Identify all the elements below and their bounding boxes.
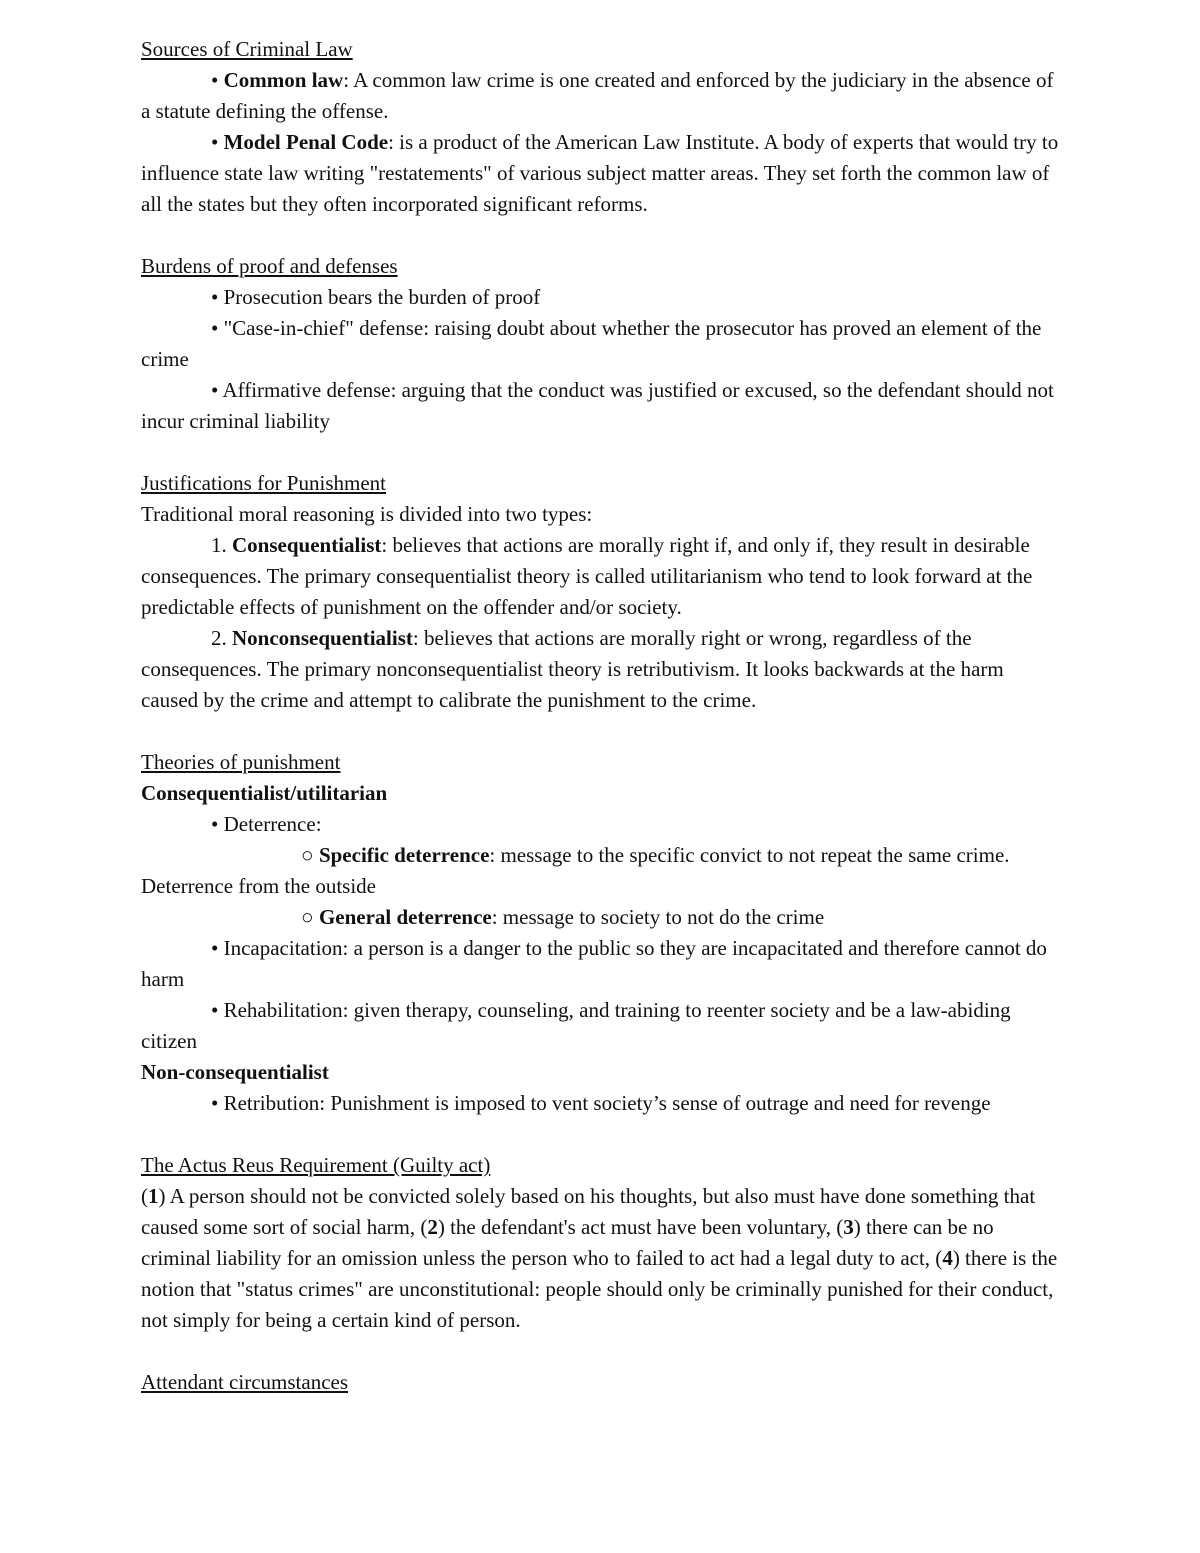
section-heading-theories: Theories of punishment bbox=[141, 750, 341, 774]
section-heading-attendant: Attendant circumstances bbox=[141, 1370, 349, 1394]
term-specific-deterrence: Specific deterrence bbox=[318, 843, 490, 867]
section-heading-burdens: Burdens of proof and defenses bbox=[141, 254, 398, 278]
requirement-number: 2 bbox=[427, 1215, 438, 1239]
term-nonconsequentialist: Nonconsequentialist bbox=[232, 626, 413, 650]
definition-general-deterrence: : message to society to not do the crime bbox=[491, 905, 825, 929]
list-item-common-law bbox=[141, 65, 1060, 127]
requirement-number: 1 bbox=[148, 1184, 159, 1208]
list-item-model-penal-code bbox=[141, 127, 1060, 220]
list-item-retribution: • Retribution: Punishment is imposed to vent society’s sense of outrage and need for revenge bbox=[211, 1091, 991, 1115]
list-item: • Affirmative defense: arguing that the conduct was justified or excused, so the defendant should not incur criminal liability bbox=[141, 378, 1054, 433]
text-run: ) there is the notion that "status crimes" are unconstitutional: people should only be criminally punished for their conduct, not simply for being a certain kind of person. bbox=[141, 1246, 1058, 1332]
term-general-deterrence: General deterrence bbox=[318, 905, 492, 929]
section-heading-justifications: Justifications for Punishment bbox=[141, 471, 386, 495]
text-run: ) there can be no criminal liability for an omission unless the person who to failed to act had a legal duty to act, ( bbox=[141, 1215, 994, 1270]
list-item-incapacitation: • Incapacitation: a person is a danger to the public so they are incapacitated and therefore cannot do harm bbox=[141, 936, 1047, 991]
list-item-rehabilitation: • Rehabilitation: given therapy, counseling, and training to reenter society and be a law-abiding citizen bbox=[141, 998, 1011, 1053]
term-common-law: Common law bbox=[223, 68, 344, 92]
item-number: 1. bbox=[211, 533, 232, 557]
list-item-deterrence: • Deterrence: bbox=[211, 812, 322, 836]
requirement-number: 3 bbox=[843, 1215, 854, 1239]
spacer bbox=[141, 1119, 1060, 1150]
requirement-number: 4 bbox=[942, 1246, 953, 1270]
intro-text: Traditional moral reasoning is divided into two types: bbox=[141, 502, 593, 526]
definition-specific-deterrence: : message to the specific convict to not repeat the same crime. Deterrence from the outside bbox=[141, 843, 1010, 898]
spacer bbox=[141, 220, 1060, 251]
subheading-consequentialist: Consequentialist/utilitarian bbox=[141, 781, 388, 805]
definition-model-penal-code: : is a product of the American Law Institute. A body of experts that would try to influence state law writing "restatements" of various subject matter areas. They set forth the common law of all the states but they often incorporated significant reforms. bbox=[141, 130, 1059, 216]
text-run: ( bbox=[141, 1184, 148, 1208]
text-run: ) the defendant's act must have been voluntary, ( bbox=[437, 1215, 844, 1239]
numbered-item-consequentialist bbox=[141, 530, 1060, 623]
text-run: ) A person should not be convicted solely based on his thoughts, but also must have done something that caused some sort of social harm, ( bbox=[141, 1184, 1036, 1239]
subheading-non-consequentialist: Non-consequentialist bbox=[141, 1060, 329, 1084]
circle-bullet: ○ bbox=[301, 905, 319, 929]
circle-bullet: ○ bbox=[301, 843, 319, 867]
numbered-item-nonconsequentialist bbox=[141, 623, 1060, 716]
definition-consequentialist: : believes that actions are morally right if, and only if, they result in desirable consequences. The primary consequentialist theory is called utilitarianism who tend to look forward at the predictable effects of punishment on the offender and/or society. bbox=[141, 533, 1033, 619]
spacer bbox=[141, 437, 1060, 468]
spacer bbox=[141, 716, 1060, 747]
bullet: • bbox=[211, 130, 224, 154]
term-model-penal-code: Model Penal Code bbox=[223, 130, 389, 154]
section-heading-actus-reus: The Actus Reus Requirement (Guilty act) bbox=[141, 1153, 491, 1177]
actus-reus-paragraph bbox=[141, 1181, 1060, 1336]
sub-item-general-deterrence bbox=[141, 902, 1060, 933]
term-consequentialist: Consequentialist bbox=[232, 533, 382, 557]
definition-common-law: : A common law crime is one created and enforced by the judiciary in the absence of a statute defining the offense. bbox=[141, 68, 1054, 123]
section-heading-sources: Sources of Criminal Law bbox=[141, 37, 353, 61]
spacer bbox=[141, 1336, 1060, 1367]
definition-nonconsequentialist: : believes that actions are morally right or wrong, regardless of the consequences. The primary nonconsequentialist theory is retributivism. It looks backwards at the harm caused by the crime and attempt to calibrate the punishment to the crime. bbox=[141, 626, 1004, 712]
list-item: • Prosecution bears the burden of proof bbox=[211, 285, 541, 309]
sub-item-specific-deterrence bbox=[141, 840, 1060, 902]
list-item: • "Case-in-chief" defense: raising doubt about whether the prosecutor has proved an element of the crime bbox=[141, 316, 1042, 371]
item-number: 2. bbox=[211, 626, 232, 650]
bullet: • bbox=[211, 68, 224, 92]
